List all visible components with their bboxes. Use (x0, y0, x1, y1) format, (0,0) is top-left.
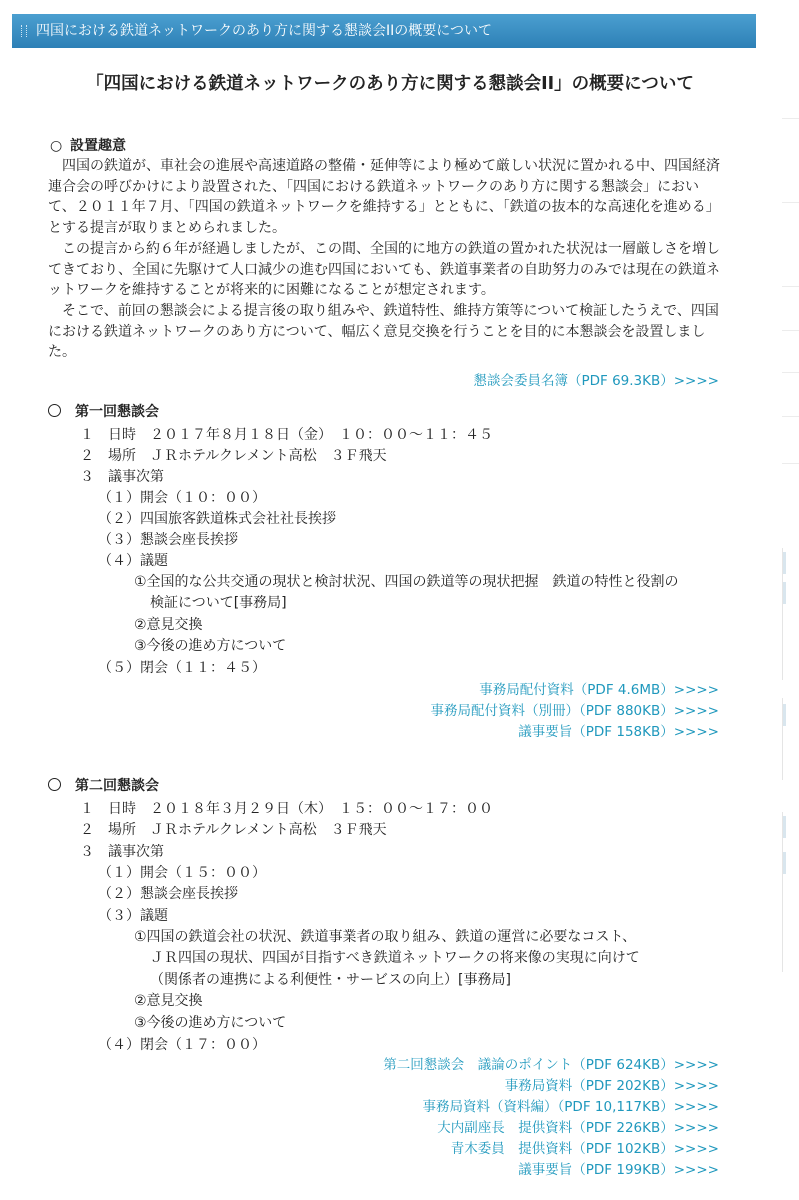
meeting1-datetime: １ 日時 ２０１７年８月１８日（金） １０：００〜１１：４５ (80, 427, 493, 443)
meeting1-topic: 検証について[事務局] (150, 595, 287, 611)
circle-bullet-icon (48, 778, 61, 791)
meeting2-agenda-heading: ３ 議事次第 (80, 844, 164, 860)
member-list-link[interactable]: 懇談会委員名簿（PDF 69.3KB）>>>> (473, 373, 719, 389)
purpose-heading (50, 136, 126, 156)
meeting2-agenda-item: （４）閉会（１７：００） (98, 1037, 266, 1053)
purpose-paragraph: この提言から約６年が経過しましたが、この間、全国的に地方の鉄道の置かれた状況は一層厳しさを増してきており、全国に先駆けて人口減少の進む四国においても、鉄道事業者の自助努力のみでは現在の鉄道ネットワークを維持することが将来的に困難になることが想定されます。 (48, 241, 720, 299)
side-divider (782, 202, 799, 203)
meeting2-doc-link[interactable]: 事務局資料（資料編）（PDF 10,117KB）>>>> (422, 1099, 719, 1115)
meeting1-agenda-heading: ３ 議事次第 (80, 469, 164, 485)
meeting1-agenda-item: （１）開会（１０：００） (98, 490, 266, 506)
meeting2-vice-chair-link[interactable]: 大内副座長 提供資料（PDF 226KB）>>>> (437, 1120, 719, 1136)
meeting1-topic: ③今後の進め方について (134, 638, 287, 654)
meeting1-agenda-item: （４）議題 (98, 553, 168, 569)
meeting2-topic: ＪＲ四国の現状、四国が目指すべき鉄道ネットワークの将来像の実現に向けて (150, 950, 640, 966)
side-divider (782, 372, 799, 373)
section-header-bar (12, 14, 756, 48)
side-banner-strip (783, 552, 786, 574)
purpose-links (473, 371, 719, 392)
side-banner-strip (783, 852, 786, 874)
meeting1-topic: ①全国的な公共交通の現状と検討状況、四国の鉄道等の現状把握 鉄道の特性と役割の (134, 574, 679, 590)
meeting1-minutes-link[interactable]: 議事要旨（PDF 158KB）>>>> (518, 724, 719, 740)
meeting2-heading-label: 第二回懇談会 (75, 778, 159, 794)
meeting1-heading (48, 402, 159, 422)
circle-bullet-icon (48, 404, 61, 417)
side-banner-strip (783, 704, 786, 726)
side-banner-strip (783, 582, 786, 604)
meeting2-place: ２ 場所 ＪＲホテルクレメント高松 ３Ｆ飛天 (80, 822, 387, 838)
meeting2-minutes-link[interactable]: 議事要旨（PDF 199KB）>>>> (518, 1162, 719, 1178)
side-divider (782, 118, 799, 119)
meeting1-heading-label: 第一回懇談会 (75, 404, 159, 420)
meeting2-agenda-item: （３）議題 (98, 908, 168, 924)
meeting1-doc-link[interactable]: 事務局配付資料（別冊）（PDF 880KB）>>>> (430, 703, 719, 719)
meeting2-topic: （関係者の連携による利便性・サービスの向上）[事務局] (150, 972, 511, 988)
page-title: 「四国における鉄道ネットワークのあり方に関する懇談会II」の概要について (86, 74, 694, 94)
meeting1-topic: ②意見交換 (134, 617, 203, 633)
side-divider (782, 463, 799, 464)
meeting1-doc-link[interactable]: 事務局配付資料（PDF 4.6MB）>>>> (479, 682, 719, 698)
meeting2-agenda-item: （１）開会（１５：００） (98, 865, 266, 881)
meeting1-links (431, 680, 719, 743)
grip-icon (21, 25, 27, 37)
meeting1-place: ２ 場所 ＪＲホテルクレメント高松 ３Ｆ飛天 (80, 448, 387, 464)
purpose-heading-label: 設置趣意 (70, 138, 126, 154)
meeting2-topic: ①四国の鉄道会社の状況、鉄道事業者の取り組み、鉄道の運営に必要なコスト、 (134, 929, 637, 945)
header-bar-title: 四国における鉄道ネットワークのあり方に関する懇談会IIの概要について (36, 23, 492, 39)
circle-bullet-icon: ○ (50, 138, 63, 154)
purpose-paragraph: そこで、前回の懇談会による提言後の取り組みや、鉄道特性、維持方策等について検証したうえで、四国における鉄道ネットワークのあり方について、幅広く意見交換を行うことを目的に本懇談会を設置しました。 (48, 303, 719, 361)
meeting2-points-link[interactable]: 第二回懇談会 議論のポイント（PDF 624KB）>>>> (383, 1057, 719, 1073)
meeting2-topic: ②意見交換 (134, 993, 203, 1009)
meeting2-agenda-item: （２）懇談会座長挨拶 (98, 886, 238, 902)
side-banner[interactable] (782, 548, 799, 680)
meeting2-datetime: １ 日時 ２０１８年３月２９日（木） １５：００〜１７：００ (80, 801, 493, 817)
meeting1-agenda-item: （３）懇談会座長挨拶 (98, 532, 238, 548)
meeting2-heading (48, 776, 159, 796)
meeting1-agenda-item: （５）閉会（１１：４５） (98, 660, 266, 676)
purpose-paragraph: 四国の鉄道が、車社会の進展や高速道路の整備・延伸等により極めて厳しい状況に置かれる中、四国経済連合会の呼びかけにより設置された、「四国における鉄道ネットワークのあり方に関する懇談会」において、２０１１年７月、「四国の鉄道ネットワークを維持する」とともに、「鉄道の抜本的な高速化を進める」とする提言が取りまとめられました。 (48, 158, 720, 236)
side-banner[interactable] (782, 698, 799, 780)
side-divider (782, 330, 799, 331)
side-divider (782, 416, 799, 417)
side-banner-strip (783, 816, 786, 838)
side-divider (782, 286, 799, 287)
side-banner[interactable] (782, 812, 799, 972)
meeting2-doc-link[interactable]: 事務局資料（PDF 202KB）>>>> (504, 1078, 719, 1094)
meeting1-agenda-item: （２）四国旅客鉄道株式会社社長挨拶 (98, 511, 336, 527)
meeting2-member-link[interactable]: 青木委員 提供資料（PDF 102KB）>>>> (450, 1141, 719, 1157)
meeting2-topic: ③今後の進め方について (134, 1015, 287, 1031)
meeting2-links (383, 1055, 719, 1181)
